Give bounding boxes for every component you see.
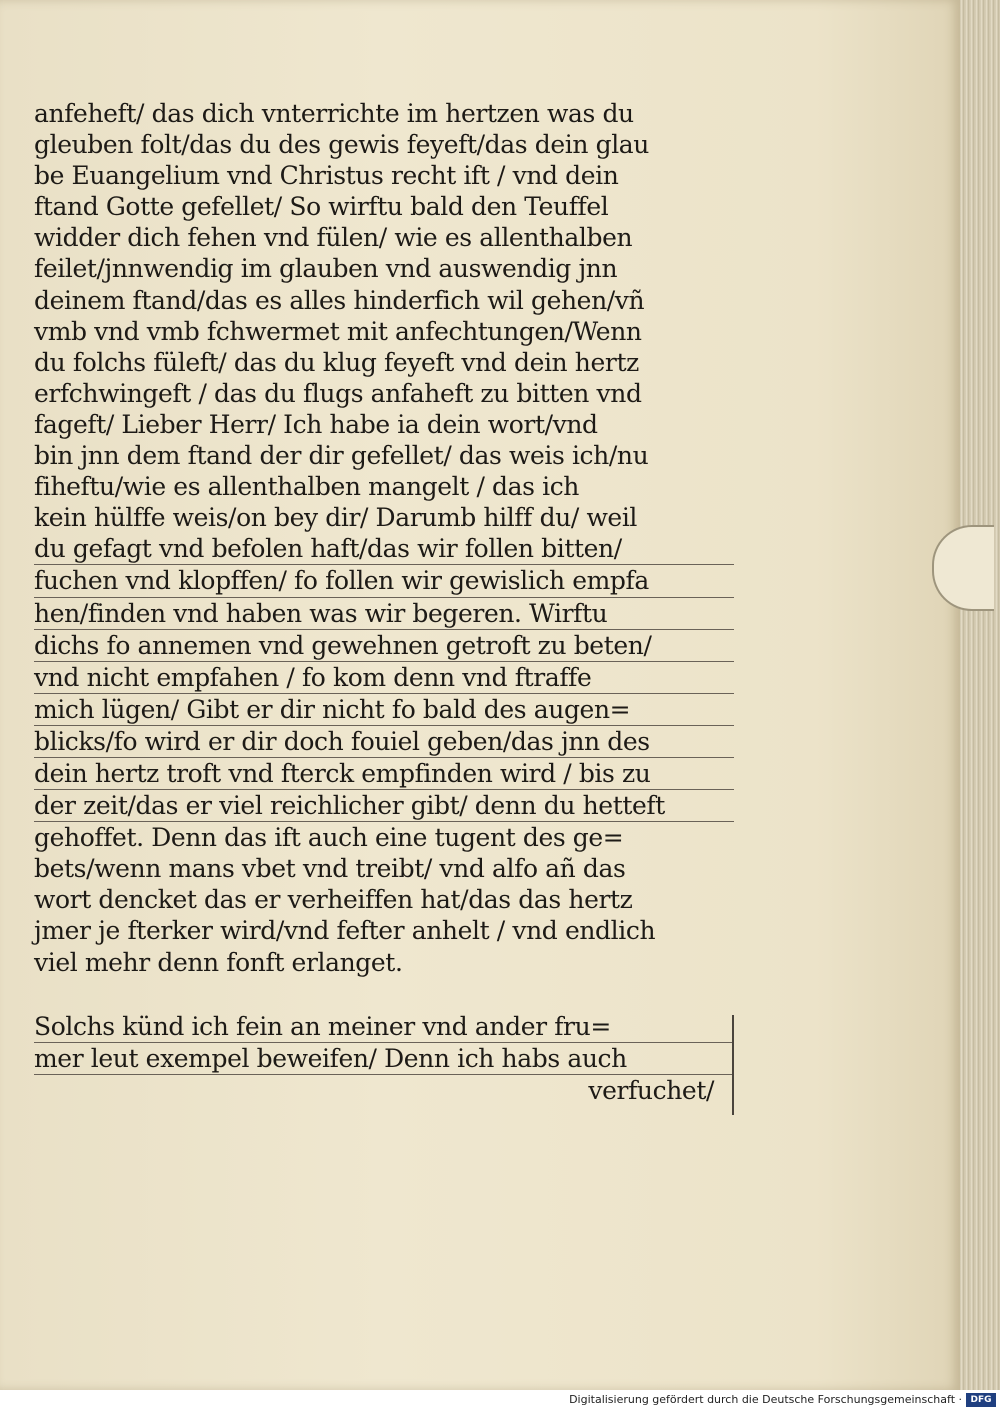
text-line: wort dencket das er verheiffen hat/das das hertz (34, 885, 633, 915)
text-line: dichs fo annemen vnd gewehnen getroft zu beten/ (34, 630, 734, 662)
text-line: mich lügen/ Gibt er dir nicht fo bald des augen= (34, 694, 734, 726)
text-line: anfeheft/ das dich vnterrichte im hertzen was du (34, 99, 634, 128)
dfg-logo-icon: DFG (966, 1393, 996, 1407)
text-line: viel mehr denn fonft erlanget. (34, 947, 403, 977)
page-stack-edge (960, 0, 1000, 1390)
footer-bar (0, 1390, 1000, 1413)
text-line: ftand Gotte gefellet/ So wirftu bald den Teuffel (34, 192, 609, 222)
text-line: erfchwingeft / das du flugs anfaheft zu bitten vnd (34, 378, 642, 408)
text-line: widder dich fehen vnd fülen/ wie es allenthalben (34, 223, 633, 253)
text-line: Solchs künd ich fein an meiner vnd ander fru= (34, 1011, 734, 1043)
text-line: mer leut exempel beweifen/ Denn ich habs auch (34, 1043, 734, 1075)
text-line: du folchs füleft/ das du klug feyeft vnd dein hertz (34, 347, 639, 377)
text-line: bets/wenn mans vbet vnd treibt/ vnd alfo añ das (34, 854, 626, 884)
margin-bracket (718, 1015, 734, 1115)
text-line: vmb vnd vmb fchwermet mit anfechtungen/Wenn (34, 316, 642, 346)
text-line: blicks/fo wird er dir doch fouiel geben/das jnn des (34, 726, 734, 758)
text-line: dein hertz troft vnd fterck empfinden wird / bis zu (34, 758, 734, 790)
text-line: fuchen vnd klopffen/ fo follen wir gewislich empfa (34, 565, 734, 597)
text-line: bin jnn dem ftand der dir gefellet/ das weis ich/nu (34, 441, 649, 471)
text-line: kein hülffe weis/on bey dir/ Darumb hilff du/ weil (34, 503, 638, 533)
catchword: verfuchet/ (588, 1075, 714, 1105)
text-line: deinem ftand/das es alles hinderfich wil gehen/vñ (34, 285, 645, 315)
funding-credit: Digitalisierung gefördert durch die Deutsche Forschungsgemeinschaft · (569, 1393, 962, 1406)
body-text (34, 98, 734, 1106)
text-line: jmer je fterker wird/vnd fefter anhelt / vnd endlich (34, 916, 656, 946)
text-line: vnd nicht empfahen / fo kom denn vnd ftraffe (34, 662, 734, 694)
text-line: du gefagt vnd befolen haft/das wir follen bitten/ (34, 533, 734, 565)
text-line: be Euangelium vnd Christus recht ift / vnd dein (34, 161, 619, 191)
text-line: gehoffet. Denn das ift auch eine tugent des ge= (34, 823, 624, 853)
text-line: fageft/ Lieber Herr/ Ich habe ia dein wort/vnd (34, 409, 598, 439)
text-line: gleuben folt/das du des gewis feyeft/das dein glau (34, 130, 650, 160)
text-line: hen/finden vnd haben was wir begeren. Wirftu (34, 598, 734, 630)
text-line: der zeit/das er viel reichlicher gibt/ denn du hetteft (34, 790, 734, 822)
text-line: fiheftu/wie es allenthalben mangelt / das ich (34, 472, 580, 502)
text-line: feilet/jnnwendig im glauben vnd auswendig jnn (34, 254, 618, 284)
